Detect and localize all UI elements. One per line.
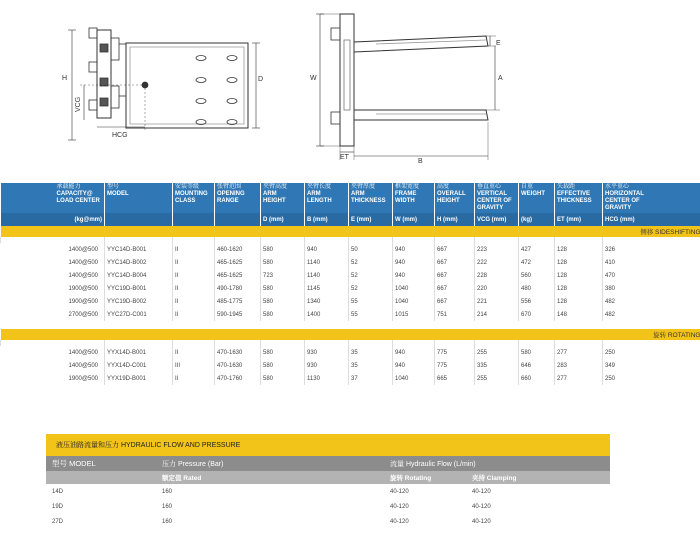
spec-cell: 930	[305, 359, 349, 372]
spec-cell: 349	[603, 359, 700, 372]
spec-cell: 214	[475, 308, 519, 321]
spec-header-cell	[519, 183, 555, 213]
spec-cell: 470-1760	[215, 372, 261, 385]
spec-cell: 751	[435, 308, 475, 321]
hydraulic-subheader-row	[46, 471, 610, 484]
hydraulic-title: 液压油路流量和压力 HYDRAULIC FLOW AND PRESSURE	[46, 434, 610, 456]
spec-header-en: OVERALL	[437, 191, 466, 197]
spec-cell: 1900@500	[68, 375, 98, 382]
spec-cell: YYC27D-C001	[105, 308, 173, 321]
spec-header-en: HEIGHT	[437, 198, 460, 204]
spec-cell: 255	[475, 372, 519, 385]
spec-cell: 775	[435, 359, 475, 372]
spec-cell: 580	[261, 295, 305, 308]
spec-header-cell	[435, 183, 475, 213]
spec-cell: 277	[555, 372, 603, 385]
spec-header-cn: 垂直重心	[477, 184, 502, 190]
spec-unit-cell: W (mm)	[393, 213, 435, 226]
spec-cell: 485-1775	[215, 295, 261, 308]
spec-cell: II	[173, 295, 215, 308]
spec-header-cn: 夹臂长度	[307, 184, 332, 190]
spec-row	[1, 269, 700, 282]
spec-cell: 472	[519, 256, 555, 269]
spec-header-en: THICKNESS	[557, 198, 592, 204]
spec-header-cn: 水平重心	[605, 184, 630, 190]
spec-cell: II	[173, 346, 215, 359]
spec-header-en: ARM	[307, 191, 321, 197]
spec-header-cell	[215, 183, 261, 213]
spec-section-header	[1, 329, 700, 340]
spec-cell: 1340	[305, 295, 349, 308]
spec-cell: 335	[475, 359, 519, 372]
spec-cell: 1040	[393, 295, 435, 308]
spec-cell: 667	[435, 269, 475, 282]
spec-cell: 1400	[305, 308, 349, 321]
spec-cell: 490-1780	[215, 282, 261, 295]
spec-header-cell	[105, 183, 173, 213]
spec-cell: 1040	[393, 282, 435, 295]
hydraulic-rated: 160	[162, 488, 173, 495]
spec-header-en: MOUNTING	[175, 191, 208, 197]
spec-cell: 250	[603, 372, 700, 385]
spec-cell: 410	[603, 256, 700, 269]
spec-cell: 470	[603, 269, 700, 282]
spec-unit-cell	[215, 213, 261, 226]
spec-cell: 148	[555, 308, 603, 321]
spec-cell: 667	[435, 282, 475, 295]
spec-header-cn: 安装等级	[175, 184, 200, 190]
spec-header-en: LOAD CENTER	[56, 198, 100, 204]
spec-header-en: VERTICAL	[477, 191, 507, 197]
hydraulic-rated: 160	[162, 503, 173, 510]
spec-cell: 1040	[393, 372, 435, 385]
spec-cell: II	[173, 269, 215, 282]
spec-cell: 128	[555, 282, 603, 295]
spec-cell: 580	[261, 346, 305, 359]
hydraulic-model: 19D	[52, 503, 64, 510]
technical-drawings	[0, 0, 700, 182]
spec-cell: 590-1945	[215, 308, 261, 321]
spec-spacer-row	[1, 321, 700, 329]
spec-header-cell	[349, 183, 393, 213]
spec-row	[1, 282, 700, 295]
hydraulic-row	[46, 499, 610, 514]
spec-unit-cell: B (mm)	[305, 213, 349, 226]
spec-cell: 52	[349, 282, 393, 295]
spec-cell: YYC14D-B004	[105, 269, 173, 282]
spec-table	[0, 183, 700, 385]
spec-cell: YYC19D-B002	[105, 295, 173, 308]
hydraulic-clamping: 40-120	[472, 518, 491, 525]
spec-cell: 1400@500	[68, 349, 98, 356]
spec-cell: 667	[435, 295, 475, 308]
spec-cell: 775	[435, 346, 475, 359]
spec-header-en: HORIZONTAL	[605, 191, 644, 197]
spec-cell: 667	[435, 256, 475, 269]
spec-cell: 277	[555, 346, 603, 359]
hydraulic-rotating-label: 旋转 Rotating	[384, 471, 466, 484]
spec-header-row	[1, 183, 700, 213]
spec-cell: 940	[393, 359, 435, 372]
spec-header-en: THICKNESS	[351, 198, 386, 204]
hydraulic-model-header: 型号 MODEL	[46, 456, 156, 471]
spec-unit-cell: (kg@mm)	[1, 213, 105, 226]
spec-cell: 670	[519, 308, 555, 321]
spec-cell: 1140	[305, 269, 349, 282]
spec-cell: 940	[393, 346, 435, 359]
hydraulic-clamping: 40-120	[472, 488, 491, 495]
spec-cell: 580	[519, 346, 555, 359]
hydraulic-title-row	[46, 434, 610, 456]
spec-cell: 2700@500	[68, 311, 98, 318]
spec-cell: 222	[475, 256, 519, 269]
spec-cell: 35	[349, 346, 393, 359]
spec-header-cn: 承载能力	[56, 184, 81, 190]
spec-cell: 1140	[305, 256, 349, 269]
spec-header-en: CLASS	[175, 198, 196, 204]
spec-cell: 460-1620	[215, 243, 261, 256]
hydraulic-table	[46, 434, 610, 529]
spec-header-en: OPENING	[217, 191, 245, 197]
spec-unit-cell: VCG (mm)	[475, 213, 519, 226]
dim-label-et: ET	[340, 154, 349, 161]
spec-header-en: WIDTH	[395, 198, 415, 204]
spec-unit-cell: ET (mm)	[555, 213, 603, 226]
spec-cell: 52	[349, 256, 393, 269]
spec-cell: 55	[349, 295, 393, 308]
spec-unit-cell	[105, 213, 173, 226]
spec-cell: 427	[519, 243, 555, 256]
hydraulic-clamping-label: 夹持 Clamping	[466, 471, 610, 484]
spec-cell: 1900@500	[68, 298, 98, 305]
spec-cell: 556	[519, 295, 555, 308]
dim-label-b: B	[418, 158, 423, 165]
spec-cell: 580	[261, 372, 305, 385]
hydraulic-rotating: 40-120	[390, 488, 409, 495]
spec-header-en: CENTER OF	[605, 198, 640, 204]
spec-cell: 1130	[305, 372, 349, 385]
spec-header-cell	[1, 183, 105, 213]
spec-cell: 1400@500	[68, 259, 98, 266]
spec-row	[1, 243, 700, 256]
spec-cell: 930	[305, 346, 349, 359]
spec-cell: III	[173, 359, 215, 372]
spec-header-cell	[173, 183, 215, 213]
spec-header-cell	[603, 183, 700, 213]
spec-row	[1, 256, 700, 269]
spec-cell: 940	[305, 243, 349, 256]
hydraulic-rated-label: 额定值 Rated	[156, 471, 384, 484]
spec-unit-cell: D (mm)	[261, 213, 305, 226]
dim-label-d: D	[258, 76, 264, 83]
spec-cell: 55	[349, 308, 393, 321]
spec-cell: 35	[349, 359, 393, 372]
dim-label-w: W	[310, 75, 317, 82]
spec-cell: 52	[349, 269, 393, 282]
spec-units-row	[1, 213, 700, 226]
hydraulic-row	[46, 514, 610, 529]
spec-cell: 480	[519, 282, 555, 295]
spec-row	[1, 295, 700, 308]
spec-cell: 470-1630	[215, 359, 261, 372]
spec-header-en: CAPACITY@	[56, 191, 93, 197]
spec-row	[1, 346, 700, 359]
spec-unit-cell: E (mm)	[349, 213, 393, 226]
spec-header-cell	[475, 183, 519, 213]
spec-cell: 128	[555, 269, 603, 282]
spec-header-cn: 框架宽度	[395, 184, 420, 190]
spec-cell: YYC14D-B002	[105, 256, 173, 269]
spec-unit-cell: HCG (mm)	[603, 213, 700, 226]
spec-unit-cell: H (mm)	[435, 213, 475, 226]
spec-header-cn: 张臂范围	[217, 184, 242, 190]
spec-header-cell	[555, 183, 603, 213]
spec-header-en: MODEL	[107, 191, 129, 197]
spec-header-en: ARM	[351, 191, 365, 197]
spec-cell: 940	[393, 256, 435, 269]
spec-cell: 580	[261, 359, 305, 372]
side-view-drawing	[68, 28, 260, 140]
spec-cell: YYX14D-C001	[105, 359, 173, 372]
spec-header-cell	[261, 183, 305, 213]
dim-label-a: A	[498, 75, 503, 82]
dim-label-vcg: VCG	[75, 96, 82, 112]
spec-cell: 646	[519, 359, 555, 372]
spec-cell: 482	[603, 308, 700, 321]
spec-cell: 465-1625	[215, 269, 261, 282]
spec-cell: 50	[349, 243, 393, 256]
spec-cell: 470-1630	[215, 346, 261, 359]
spec-cell: YYC14D-B001	[105, 243, 173, 256]
spec-cell: 1400@500	[68, 272, 98, 279]
spec-unit-cell	[173, 213, 215, 226]
spec-cell: 1900@500	[68, 285, 98, 292]
spec-header-cn: 夹臂厚度	[351, 184, 376, 190]
dim-label-hcg: HCG	[112, 132, 128, 139]
spec-header-cn: 自重	[521, 184, 534, 190]
spec-cell: 223	[475, 243, 519, 256]
hydraulic-model: 14D	[52, 488, 64, 495]
spec-header-en: WEIGHT	[521, 191, 545, 197]
spec-cell: 580	[261, 308, 305, 321]
spec-header-cn: 型号	[107, 184, 120, 190]
top-view-drawing	[316, 14, 500, 160]
hydraulic-header-row	[46, 456, 610, 471]
spec-row	[1, 372, 700, 385]
dim-label-h: H	[62, 75, 68, 82]
hydraulic-rotating: 40-120	[390, 503, 409, 510]
hydraulic-clamping: 40-120	[472, 503, 491, 510]
spec-cell: 37	[349, 372, 393, 385]
spec-section-title: 旋转 ROTATING	[1, 329, 700, 340]
spec-cell: 580	[261, 282, 305, 295]
spec-header-en: RANGE	[217, 198, 239, 204]
hydraulic-flow-header: 流量 Hydraulic Flow (L/min)	[384, 456, 610, 471]
spec-header-cn: 夹臂高度	[263, 184, 288, 190]
spec-cell: 1015	[393, 308, 435, 321]
spec-cell: 667	[435, 243, 475, 256]
spec-header-en: ARM	[263, 191, 277, 197]
spec-cell: YYC19D-B001	[105, 282, 173, 295]
hydraulic-model: 27D	[52, 518, 64, 525]
spec-cell: 255	[475, 346, 519, 359]
spec-header-cn: 高度	[437, 184, 450, 190]
spec-cell: 482	[603, 295, 700, 308]
spec-cell: 580	[261, 243, 305, 256]
spec-header-en: HEIGHT	[263, 198, 286, 204]
spec-cell: 560	[519, 269, 555, 282]
spec-cell: II	[173, 282, 215, 295]
spec-cell: 580	[261, 256, 305, 269]
spec-cell: YYX14D-B001	[105, 346, 173, 359]
spec-cell: 128	[555, 256, 603, 269]
spec-cell: II	[173, 243, 215, 256]
spec-cell: 465-1625	[215, 256, 261, 269]
spec-header-en: CENTER OF	[477, 198, 512, 204]
spec-cell: 1400@500	[68, 362, 98, 369]
spec-cell: 221	[475, 295, 519, 308]
spec-section-header	[1, 226, 700, 237]
hydraulic-pressure-header: 压力 Pressure (Bar)	[156, 456, 384, 471]
hydraulic-rated: 160	[162, 518, 173, 525]
spec-header-cn: 失载距	[557, 184, 576, 190]
spec-header-cell	[305, 183, 349, 213]
spec-cell: 220	[475, 282, 519, 295]
spec-cell: 660	[519, 372, 555, 385]
spec-cell: II	[173, 372, 215, 385]
spec-body	[1, 226, 700, 385]
spec-cell: 1400@500	[68, 246, 98, 253]
hydraulic-row	[46, 484, 610, 499]
spec-header-en: EFFECTIVE	[557, 191, 591, 197]
spec-cell: 1145	[305, 282, 349, 295]
spec-cell: 326	[603, 243, 700, 256]
spec-cell: 228	[475, 269, 519, 282]
spec-cell: 940	[393, 243, 435, 256]
spec-section-title: 侧移 SIDESHIFTING	[1, 226, 700, 237]
spec-row	[1, 308, 700, 321]
spec-cell: 665	[435, 372, 475, 385]
spec-unit-cell: (kg)	[519, 213, 555, 226]
spec-row	[1, 359, 700, 372]
spec-cell: 940	[393, 269, 435, 282]
spec-cell: II	[173, 308, 215, 321]
spec-header-cell	[393, 183, 435, 213]
spec-cell: 128	[555, 243, 603, 256]
spec-header-en: GRAVITY	[605, 205, 632, 211]
spec-header-en: GRAVITY	[477, 205, 504, 211]
spec-header-en: LENGTH	[307, 198, 332, 204]
spec-cell: YYX19D-B001	[105, 372, 173, 385]
spec-cell: 380	[603, 282, 700, 295]
hydraulic-rotating: 40-120	[390, 518, 409, 525]
dim-label-e: E	[496, 40, 501, 47]
spec-cell: 128	[555, 295, 603, 308]
spec-header-en: FRAME	[395, 191, 417, 197]
spec-cell: 283	[555, 359, 603, 372]
spec-cell: 723	[261, 269, 305, 282]
spec-cell: II	[173, 256, 215, 269]
spec-cell: 250	[603, 346, 700, 359]
